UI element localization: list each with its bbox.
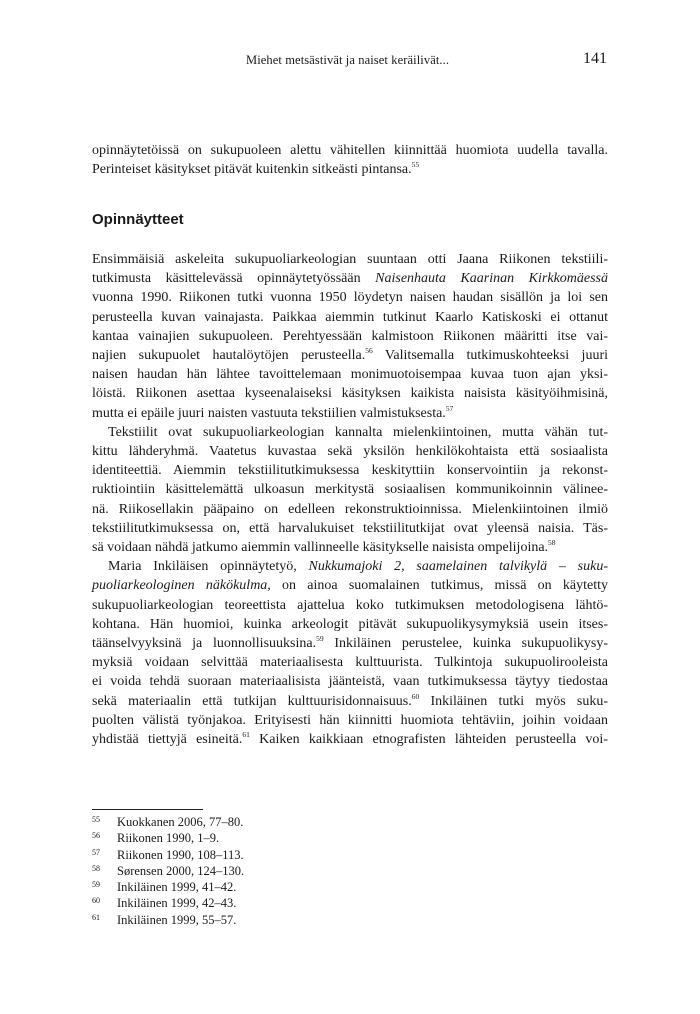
footnote-number: 59 <box>92 880 100 890</box>
footnote-number: 58 <box>92 863 100 873</box>
line-text: sukupuoliarkeologian teoreettista ajattelua koko tutkimuksen metodologisena lähtö- <box>92 597 608 613</box>
text-line <box>92 346 608 365</box>
italic-title: puoliarkeologinen näkökulma, <box>92 578 271 594</box>
footnote <box>92 847 244 863</box>
footnote-ref: 60 <box>411 691 420 701</box>
italic-title: Naisenhauta Kaarinan Kirkkomäessä <box>375 271 609 287</box>
footnote-rule <box>92 809 203 810</box>
line-text: Valitsemalla tutkimuskohteeksi juuri <box>372 348 608 364</box>
footnote <box>92 895 244 911</box>
line-text: on ainoa suomalainen tutkimus, missä on käytetty <box>270 578 608 594</box>
text-line <box>92 269 608 288</box>
footnote-number: 55 <box>92 815 100 824</box>
text-line <box>92 730 608 749</box>
text-line <box>92 423 608 442</box>
text-line <box>92 653 608 672</box>
footnote-ref: 61 <box>242 730 250 740</box>
text-line <box>92 596 608 615</box>
footnote-ref: 55 <box>411 160 420 170</box>
line-text: myksiä voidaan selvittää materiaalisesta kulttuurista. Tulkintoja sukupuolirooleista <box>92 655 608 671</box>
footnote-number: 61 <box>92 912 100 922</box>
line-text: kittu lähderyhmä. Vaatetus kuvastaa sekä yksilön henkilökohtaista että sosiaalista <box>92 444 608 460</box>
text-line <box>92 672 608 691</box>
text-line <box>92 519 608 538</box>
running-title: Miehet metsästivät ja naiset keräilivät... <box>246 53 450 67</box>
footnote-ref: 58 <box>548 538 556 548</box>
line-text: Perinteiset käsitykset pitävät kuitenkin sitkeästi pintansa. <box>92 162 412 178</box>
italic-title: Nukkumajoki 2, saamelainen talvikylä – suku- <box>308 559 608 575</box>
line-text: tutkimusta käsittelevässä opinnäytetyössään <box>92 271 376 287</box>
text-line <box>92 288 608 307</box>
footnote-text: Inkiläinen 1999, 42–43. <box>117 896 237 911</box>
section-heading: Opinnäytteet <box>92 211 184 228</box>
text-line <box>92 480 608 499</box>
text-line <box>92 141 608 160</box>
footnote-ref: 59 <box>316 634 324 644</box>
line-text: Maria Inkiläisen opinnäytetyö, <box>108 559 309 575</box>
line-text: löistä. Riikonen asettaa kyseenalaiseksi käsityksen kaikista naisista käsityöihmisinä, <box>92 386 608 402</box>
footnote-text: Sørensen 2000, 124–130. <box>117 863 245 878</box>
page-number: 141 <box>583 50 607 67</box>
footnote <box>92 879 244 895</box>
line-text: Tekstiilit ovat sukupuoliarkeologian kannalta mielenkiintoinen, mutta vähän tut- <box>108 424 608 440</box>
line-text: opinnäytetöissä on sukupuoleen alettu vähitellen kiinnittää huomiota uudella tavalla. <box>92 143 608 158</box>
text-line <box>92 250 608 269</box>
footnotes <box>92 814 244 928</box>
line-text: naisen haudan hän lähtee tavoittelemaan monimuotoisempaa kuvaa tuon ajan yksi- <box>92 367 608 383</box>
footnote-number: 60 <box>92 896 100 906</box>
text-line <box>92 442 608 461</box>
footnote-text: Riikonen 1990, 1–9. <box>117 831 220 846</box>
line-text: Kaiken kaikkiaan etnografisten lähteiden perusteella voi- <box>249 732 608 748</box>
line-text: Ensimmäisiä askeleita sukupuoliarkeologian suuntaan otti Jaana Riikonen tekstiili- <box>92 252 608 267</box>
text-line <box>92 327 608 346</box>
line-text: Inkiläinen perustelee, kuinka sukupuolikysy- <box>323 636 608 652</box>
line-text: nä. Riikosellakin pääpaino on edelleen rekonstruktioinnissa. Mielenkiintoinen ilmiö <box>92 501 608 517</box>
text-line <box>92 461 608 480</box>
text-line <box>92 500 608 519</box>
line-text: ruktiointiin käsittelemättä ulkoasun merkitystä sosiaalisen kommunikoinnin välinee- <box>92 482 608 498</box>
footnote-number: 57 <box>92 847 100 857</box>
line-text: kohtana. Hän huomioi, kuinka arkeologit pitävät sukupuolikysymyksiä usein itses- <box>92 616 608 632</box>
text-line <box>92 576 608 595</box>
intro-paragraph <box>92 141 608 179</box>
footnote <box>92 912 244 928</box>
text-line <box>92 538 608 557</box>
footnote-text: Inkiläinen 1999, 55–57. <box>117 912 237 927</box>
line-text: sä voidaan nähdä jatkumo aiemmin vallinneelle käsitykselle naisista ompelijoina. <box>92 540 549 556</box>
line-text: vuonna 1990. Riikonen tutki vuonna 1950 löydetyn naisen haudan sisällön ja loi sen <box>92 290 608 306</box>
text-line <box>92 308 608 327</box>
footnote-text: Kuokkanen 2006, 77–80. <box>117 815 244 829</box>
footnote <box>92 814 244 830</box>
footnote-text: Riikonen 1990, 108–113. <box>117 847 244 862</box>
footnote-ref: 56 <box>365 346 373 356</box>
text-line <box>92 634 608 653</box>
line-text: sekä materiaalin että tutkijan kulttuurisidonnaisuus. <box>92 693 412 709</box>
line-text: täänselvyyksinä ja luonnollisuuksina. <box>92 636 317 652</box>
line-text: kantaa vainajien sukupuoleen. Perehtyessään kalmistoon Riikonen määritti itse vai- <box>92 328 608 344</box>
line-text: perusteella kuvan vainajasta. Paikkaa aiemmin tutkinut Kaarlo Katiskoski ei ottanut <box>92 309 608 325</box>
line-text: mutta ei epäile juuri naisten vastuuta tekstiilien valmistuksesta. <box>92 405 446 421</box>
footnote <box>92 863 244 879</box>
main-text <box>92 250 608 749</box>
text-line <box>92 615 608 634</box>
line-text: ei voida tehdä suoraan materiaalisista jäänteistä, vaan tutkimuksessa täytyy tiedostaa <box>92 674 608 690</box>
text-line <box>92 711 608 730</box>
footnote-number: 56 <box>92 831 100 841</box>
text-line <box>92 692 608 711</box>
line-text: yhdistää tiettyjä esineitä. <box>92 732 243 748</box>
footnote-ref: 57 <box>445 403 454 413</box>
line-text: Inkiläinen tutki myös suku- <box>419 693 608 709</box>
text-line <box>92 365 608 384</box>
text-line <box>92 404 608 423</box>
text-line <box>92 384 608 403</box>
text-line <box>92 557 608 576</box>
line-text: tekstiilitutkimuksessa on, että harvalukuiset tekstiilitutkijat ovat yleensä naisia. Täs- <box>92 520 608 536</box>
line-text: najien sukupuolet hautalöytöjen perusteella. <box>92 348 366 364</box>
footnote <box>92 830 244 846</box>
text-line <box>92 160 608 179</box>
footnote-text: Inkiläinen 1999, 41–42. <box>117 880 237 895</box>
line-text: identiteettiä. Aiemmin tekstiilitutkimuksessa keskityttiin konservointiin ja rekonst- <box>92 463 608 479</box>
line-text: puolten välistä työnjakoa. Erityisesti hän kiinnitti huomiota tehtäviin, joihin voidaan <box>92 712 608 728</box>
